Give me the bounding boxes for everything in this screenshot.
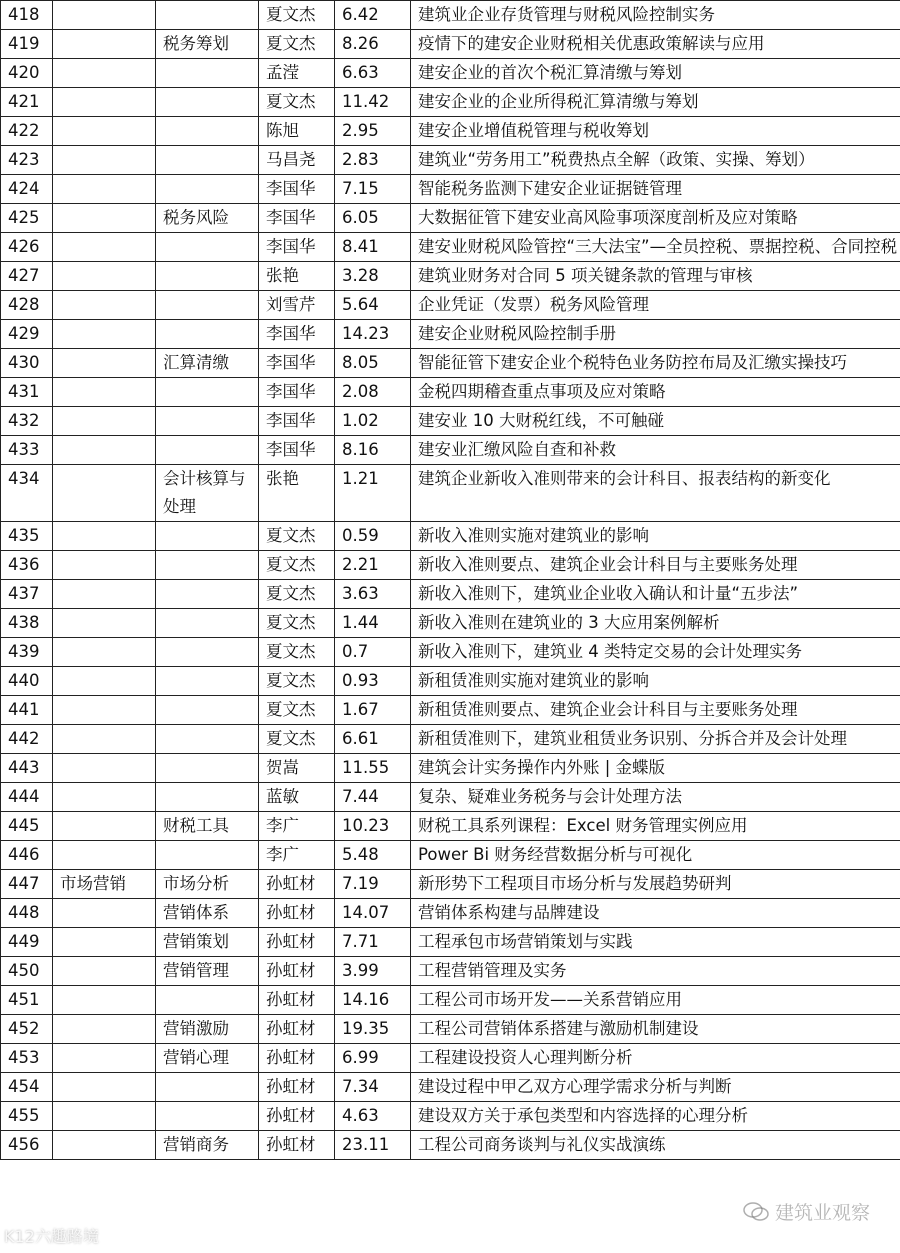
- row-number: 432: [1, 407, 53, 436]
- row-number: 453: [1, 1044, 53, 1073]
- table-row: [1, 986, 900, 1015]
- teacher-cell: 夏文杰: [259, 88, 335, 117]
- hours-cell: 8.41: [335, 233, 411, 262]
- subcategory-cell: [156, 1102, 259, 1131]
- row-number: 427: [1, 262, 53, 291]
- course-title-cell: 建安企业财税风险控制手册: [411, 320, 900, 349]
- row-number: 438: [1, 609, 53, 638]
- table-row: [1, 783, 900, 812]
- subcategory-cell: [156, 841, 259, 870]
- table-row: [1, 30, 900, 59]
- category-cell: [53, 899, 156, 928]
- category-cell: [53, 783, 156, 812]
- table-row: [1, 667, 900, 696]
- subcategory-cell: [156, 522, 259, 551]
- category-cell: [53, 696, 156, 725]
- hours-cell: 14.16: [335, 986, 411, 1015]
- course-title-cell: 企业凭证（发票）税务风险管理: [411, 291, 900, 320]
- teacher-cell: 夏文杰: [259, 725, 335, 754]
- table-row: [1, 88, 900, 117]
- teacher-cell: 孙虹材: [259, 1102, 335, 1131]
- teacher-cell: 孙虹材: [259, 870, 335, 899]
- teacher-cell: 夏文杰: [259, 522, 335, 551]
- subcategory-cell: [156, 175, 259, 204]
- hours-cell: 7.15: [335, 175, 411, 204]
- subcategory-cell: 税务风险: [156, 204, 259, 233]
- course-title-cell: 新收入准则要点、建筑企业会计科目与主要账务处理: [411, 551, 900, 580]
- hours-cell: 6.63: [335, 59, 411, 88]
- subcategory-cell: [156, 88, 259, 117]
- subcategory-cell: [156, 1, 259, 30]
- table-row: [1, 638, 900, 667]
- row-number: 455: [1, 1102, 53, 1131]
- subcategory-cell: 汇算清缴: [156, 349, 259, 378]
- teacher-cell: 李国华: [259, 320, 335, 349]
- subcategory-cell: 财税工具: [156, 812, 259, 841]
- hours-cell: 3.28: [335, 262, 411, 291]
- course-title-cell: 新租赁准则实施对建筑业的影响: [411, 667, 900, 696]
- category-cell: [53, 1102, 156, 1131]
- teacher-cell: 张艳: [259, 465, 335, 522]
- subcategory-cell: [156, 696, 259, 725]
- hours-cell: 5.48: [335, 841, 411, 870]
- teacher-cell: 夏文杰: [259, 551, 335, 580]
- row-number: 425: [1, 204, 53, 233]
- table-row: [1, 725, 900, 754]
- category-cell: [53, 204, 156, 233]
- row-number: 439: [1, 638, 53, 667]
- subcategory-cell: [156, 436, 259, 465]
- subcategory-cell: 营销商务: [156, 1131, 259, 1160]
- teacher-cell: 孙虹材: [259, 1131, 335, 1160]
- course-title-cell: 智能税务监测下建安企业证据链管理: [411, 175, 900, 204]
- subcategory-cell: [156, 609, 259, 638]
- row-number: 422: [1, 117, 53, 146]
- row-number: 428: [1, 291, 53, 320]
- course-title-cell: 建筑业“劳务用工”税费热点全解（政策、实操、筹划）: [411, 146, 900, 175]
- hours-cell: 2.08: [335, 378, 411, 407]
- teacher-cell: 孙虹材: [259, 957, 335, 986]
- subcategory-cell: [156, 117, 259, 146]
- row-number: 431: [1, 378, 53, 407]
- hours-cell: 7.71: [335, 928, 411, 957]
- table-row: [1, 117, 900, 146]
- category-cell: [53, 436, 156, 465]
- table-row: [1, 1, 900, 30]
- hours-cell: 1.21: [335, 465, 411, 522]
- subcategory-cell: [156, 59, 259, 88]
- category-cell: [53, 88, 156, 117]
- subcategory-cell: 营销体系: [156, 899, 259, 928]
- subcategory-cell: [156, 667, 259, 696]
- subcategory-cell: [156, 146, 259, 175]
- subcategory-cell: [156, 638, 259, 667]
- hours-cell: 6.99: [335, 1044, 411, 1073]
- subcategory-cell: [156, 725, 259, 754]
- table-row: [1, 522, 900, 551]
- hours-cell: 8.16: [335, 436, 411, 465]
- course-title-cell: 工程建设投资人心理判断分析: [411, 1044, 900, 1073]
- teacher-cell: 孟滢: [259, 59, 335, 88]
- table-row: [1, 320, 900, 349]
- subcategory-cell: [156, 1073, 259, 1102]
- course-title-cell: 工程公司营销体系搭建与激励机制建设: [411, 1015, 900, 1044]
- table-row: [1, 233, 900, 262]
- table-row: [1, 928, 900, 957]
- teacher-cell: 夏文杰: [259, 638, 335, 667]
- teacher-cell: 刘雪芹: [259, 291, 335, 320]
- table-row: [1, 146, 900, 175]
- table-row: [1, 436, 900, 465]
- category-cell: [53, 986, 156, 1015]
- category-cell: [53, 146, 156, 175]
- hours-cell: 7.44: [335, 783, 411, 812]
- course-title-cell: 新租赁准则下，建筑业租赁业务识别、分拆合并及会计处理: [411, 725, 900, 754]
- watermark-left: K12六趣路境: [4, 1227, 99, 1246]
- subcategory-cell: 营销激励: [156, 1015, 259, 1044]
- hours-cell: 8.26: [335, 30, 411, 59]
- watermark-right: [743, 1198, 870, 1225]
- wechat-icon: [743, 1202, 769, 1222]
- hours-cell: 2.21: [335, 551, 411, 580]
- row-number: 440: [1, 667, 53, 696]
- category-cell: [53, 291, 156, 320]
- category-cell: [53, 320, 156, 349]
- course-title-cell: 新收入准则下，建筑业企业收入确认和计量“五步法”: [411, 580, 900, 609]
- hours-cell: 4.63: [335, 1102, 411, 1131]
- category-cell: [53, 957, 156, 986]
- table-row: [1, 204, 900, 233]
- course-title-cell: Power Bi 财务经营数据分析与可视化: [411, 841, 900, 870]
- subcategory-cell: 营销策划: [156, 928, 259, 957]
- hours-cell: 6.61: [335, 725, 411, 754]
- course-title-cell: 工程公司市场开发——关系营销应用: [411, 986, 900, 1015]
- row-number: 434: [1, 465, 53, 522]
- subcategory-cell: [156, 378, 259, 407]
- course-title-cell: 工程营销管理及实务: [411, 957, 900, 986]
- watermark-right-text: 建筑业观察: [774, 1202, 870, 1224]
- table-row: [1, 1044, 900, 1073]
- subcategory-cell: [156, 783, 259, 812]
- category-cell: [53, 1131, 156, 1160]
- teacher-cell: 夏文杰: [259, 696, 335, 725]
- hours-cell: 5.64: [335, 291, 411, 320]
- category-cell: 市场营销: [53, 870, 156, 899]
- category-cell: [53, 580, 156, 609]
- course-title-cell: 建安企业的首次个税汇算清缴与筹划: [411, 59, 900, 88]
- subcategory-cell: 市场分析: [156, 870, 259, 899]
- row-number: 442: [1, 725, 53, 754]
- subcategory-cell: [156, 580, 259, 609]
- teacher-cell: 孙虹材: [259, 1044, 335, 1073]
- teacher-cell: 李国华: [259, 407, 335, 436]
- category-cell: [53, 725, 156, 754]
- hours-cell: 1.02: [335, 407, 411, 436]
- row-number: 444: [1, 783, 53, 812]
- course-title-cell: 智能征管下建安企业个税特色业务防控布局及汇缴实操技巧: [411, 349, 900, 378]
- table-row: [1, 407, 900, 436]
- teacher-cell: 李国华: [259, 204, 335, 233]
- category-cell: [53, 262, 156, 291]
- row-number: 447: [1, 870, 53, 899]
- hours-cell: 19.35: [335, 1015, 411, 1044]
- hours-cell: 11.42: [335, 88, 411, 117]
- teacher-cell: 孙虹材: [259, 1015, 335, 1044]
- course-title-cell: 建筑业财务对合同 5 项关键条款的管理与审核: [411, 262, 900, 291]
- teacher-cell: 夏文杰: [259, 30, 335, 59]
- row-number: 450: [1, 957, 53, 986]
- table-row: [1, 175, 900, 204]
- row-number: 449: [1, 928, 53, 957]
- row-number: 441: [1, 696, 53, 725]
- course-title-cell: 金税四期稽查重点事项及应对策略: [411, 378, 900, 407]
- row-number: 424: [1, 175, 53, 204]
- row-number: 426: [1, 233, 53, 262]
- teacher-cell: 陈旭: [259, 117, 335, 146]
- row-number: 419: [1, 30, 53, 59]
- category-cell: [53, 551, 156, 580]
- table-row: [1, 551, 900, 580]
- course-title-cell: 工程公司商务谈判与礼仪实战演练: [411, 1131, 900, 1160]
- teacher-cell: 贺嵩: [259, 754, 335, 783]
- teacher-cell: 夏文杰: [259, 580, 335, 609]
- hours-cell: 0.59: [335, 522, 411, 551]
- table-row: [1, 59, 900, 88]
- subcategory-cell: [156, 233, 259, 262]
- hours-cell: 8.05: [335, 349, 411, 378]
- table-row: [1, 262, 900, 291]
- table-row: [1, 870, 900, 899]
- hours-cell: 3.63: [335, 580, 411, 609]
- hours-cell: 6.42: [335, 1, 411, 30]
- table-row: [1, 1015, 900, 1044]
- teacher-cell: 张艳: [259, 262, 335, 291]
- row-number: 435: [1, 522, 53, 551]
- hours-cell: 7.19: [335, 870, 411, 899]
- course-title-cell: 建设双方关于承包类型和内容选择的心理分析: [411, 1102, 900, 1131]
- subcategory-cell: [156, 407, 259, 436]
- row-number: 448: [1, 899, 53, 928]
- course-title-cell: 建安企业增值税管理与税收筹划: [411, 117, 900, 146]
- table-row: [1, 841, 900, 870]
- category-cell: [53, 1073, 156, 1102]
- hours-cell: 10.23: [335, 812, 411, 841]
- course-title-cell: 大数据征管下建安业高风险事项深度剖析及应对策略: [411, 204, 900, 233]
- course-title-cell: 建安企业的企业所得税汇算清缴与筹划: [411, 88, 900, 117]
- course-title-cell: 复杂、疑难业务税务与会计处理方法: [411, 783, 900, 812]
- row-number: 437: [1, 580, 53, 609]
- category-cell: [53, 667, 156, 696]
- subcategory-cell: [156, 986, 259, 1015]
- course-title-cell: 财税工具系列课程：Excel 财务管理实例应用: [411, 812, 900, 841]
- course-title-cell: 建筑业企业存货管理与财税风险控制实务: [411, 1, 900, 30]
- table-row: [1, 754, 900, 783]
- teacher-cell: 李国华: [259, 175, 335, 204]
- category-cell: [53, 1015, 156, 1044]
- hours-cell: 6.05: [335, 204, 411, 233]
- teacher-cell: 蓝敏: [259, 783, 335, 812]
- hours-cell: 0.7: [335, 638, 411, 667]
- row-number: 445: [1, 812, 53, 841]
- category-cell: [53, 233, 156, 262]
- category-cell: [53, 928, 156, 957]
- category-cell: [53, 465, 156, 522]
- hours-cell: 14.23: [335, 320, 411, 349]
- teacher-cell: 孙虹材: [259, 986, 335, 1015]
- table-row: [1, 812, 900, 841]
- row-number: 421: [1, 88, 53, 117]
- subcategory-cell: [156, 754, 259, 783]
- course-title-cell: 工程承包市场营销策划与实践: [411, 928, 900, 957]
- course-title-cell: 新形势下工程项目市场分析与发展趋势研判: [411, 870, 900, 899]
- row-number: 454: [1, 1073, 53, 1102]
- category-cell: [53, 638, 156, 667]
- category-cell: [53, 349, 156, 378]
- row-number: 446: [1, 841, 53, 870]
- teacher-cell: 夏文杰: [259, 1, 335, 30]
- hours-cell: 7.34: [335, 1073, 411, 1102]
- hours-cell: 2.95: [335, 117, 411, 146]
- course-title-cell: 疫情下的建安企业财税相关优惠政策解读与应用: [411, 30, 900, 59]
- course-title-cell: 新收入准则实施对建筑业的影响: [411, 522, 900, 551]
- table-row: [1, 1102, 900, 1131]
- teacher-cell: 孙虹材: [259, 928, 335, 957]
- subcategory-cell: 税务筹划: [156, 30, 259, 59]
- category-cell: [53, 522, 156, 551]
- hours-cell: 14.07: [335, 899, 411, 928]
- subcategory-cell: [156, 320, 259, 349]
- course-title-cell: 建筑企业新收入准则带来的会计科目、报表结构的新变化: [411, 465, 900, 522]
- course-title-cell: 新收入准则下，建筑业 4 类特定交易的会计处理实务: [411, 638, 900, 667]
- category-cell: [53, 30, 156, 59]
- table-row: [1, 465, 900, 522]
- category-cell: [53, 754, 156, 783]
- table-row: [1, 349, 900, 378]
- category-cell: [53, 175, 156, 204]
- teacher-cell: 孙虹材: [259, 1073, 335, 1102]
- table-row: [1, 957, 900, 986]
- row-number: 443: [1, 754, 53, 783]
- row-number: 451: [1, 986, 53, 1015]
- table-row: [1, 378, 900, 407]
- subcategory-cell: 营销心理: [156, 1044, 259, 1073]
- course-title-cell: 建安业汇缴风险自查和补救: [411, 436, 900, 465]
- category-cell: [53, 1044, 156, 1073]
- teacher-cell: 李广: [259, 841, 335, 870]
- teacher-cell: 李广: [259, 812, 335, 841]
- hours-cell: 23.11: [335, 1131, 411, 1160]
- teacher-cell: 孙虹材: [259, 899, 335, 928]
- row-number: 452: [1, 1015, 53, 1044]
- course-title-cell: 新租赁准则要点、建筑企业会计科目与主要账务处理: [411, 696, 900, 725]
- row-number: 423: [1, 146, 53, 175]
- table-row: [1, 609, 900, 638]
- course-title-cell: 建设过程中甲乙双方心理学需求分析与判断: [411, 1073, 900, 1102]
- course-title-cell: 建筑会计实务操作内外账 | 金蝶版: [411, 754, 900, 783]
- category-cell: [53, 812, 156, 841]
- category-cell: [53, 378, 156, 407]
- course-title-cell: 营销体系构建与品牌建设: [411, 899, 900, 928]
- table-row: [1, 899, 900, 928]
- category-cell: [53, 1, 156, 30]
- table-row: [1, 291, 900, 320]
- table-row: [1, 1073, 900, 1102]
- hours-cell: 1.67: [335, 696, 411, 725]
- hours-cell: 11.55: [335, 754, 411, 783]
- table-row: [1, 696, 900, 725]
- table-row: [1, 1131, 900, 1160]
- table-row: [1, 580, 900, 609]
- course-title-cell: 建安业 10 大财税红线，不可触碰: [411, 407, 900, 436]
- row-number: 430: [1, 349, 53, 378]
- teacher-cell: 夏文杰: [259, 609, 335, 638]
- row-number: 433: [1, 436, 53, 465]
- category-cell: [53, 59, 156, 88]
- teacher-cell: 夏文杰: [259, 667, 335, 696]
- subcategory-cell: [156, 262, 259, 291]
- teacher-cell: 李国华: [259, 349, 335, 378]
- hours-cell: 1.44: [335, 609, 411, 638]
- teacher-cell: 李国华: [259, 233, 335, 262]
- teacher-cell: 李国华: [259, 378, 335, 407]
- course-title-cell: 建安业财税风险管控“三大法宝”—全员控税、票据控税、合同控税: [411, 233, 900, 262]
- row-number: 429: [1, 320, 53, 349]
- category-cell: [53, 117, 156, 146]
- subcategory-cell: 会计核算与处理: [156, 465, 259, 522]
- hours-cell: 2.83: [335, 146, 411, 175]
- row-number: 418: [1, 1, 53, 30]
- row-number: 456: [1, 1131, 53, 1160]
- category-cell: [53, 609, 156, 638]
- category-cell: [53, 841, 156, 870]
- hours-cell: 3.99: [335, 957, 411, 986]
- row-number: 436: [1, 551, 53, 580]
- row-number: 420: [1, 59, 53, 88]
- subcategory-cell: [156, 551, 259, 580]
- subcategory-cell: 营销管理: [156, 957, 259, 986]
- teacher-cell: 马昌尧: [259, 146, 335, 175]
- teacher-cell: 李国华: [259, 436, 335, 465]
- hours-cell: 0.93: [335, 667, 411, 696]
- category-cell: [53, 407, 156, 436]
- subcategory-cell: [156, 291, 259, 320]
- course-title-cell: 新收入准则在建筑业的 3 大应用案例解析: [411, 609, 900, 638]
